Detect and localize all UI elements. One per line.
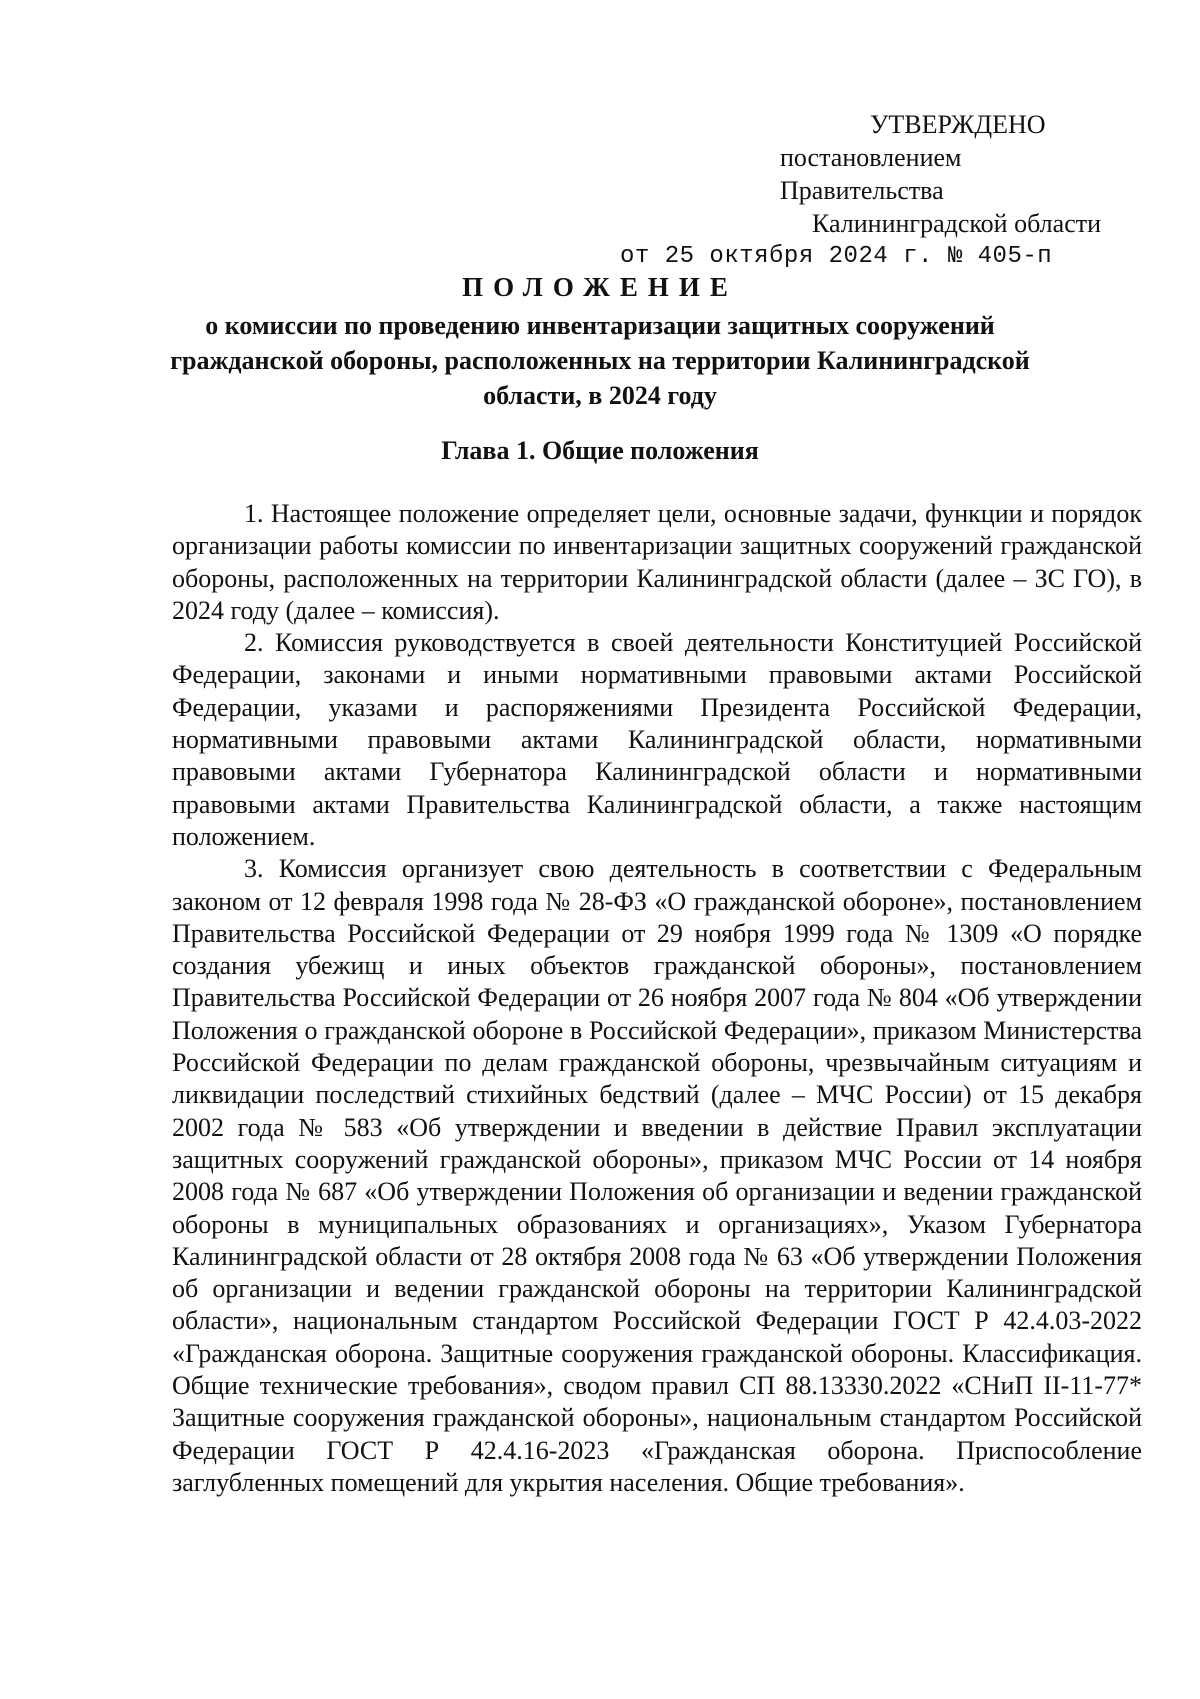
paragraph-1: 1. Настоящее положение определяет цели, основные задачи, функции и порядок организации работы комиссии по инвентаризации защитных сооружений гражданской обороны, расположенных на территории Калининградской области (далее – ЗС ГО), в 2024 году (далее – комиссия). [172, 499, 1142, 625]
paragraph-3: 3. Комиссия организует свою деятельность в соответствии с Федеральным законом от 12 февраля 1998 года № 28-ФЗ «О гражданской обороне», постановлением Правительства Российской Федерации от 29 ноября 1999 года № 1309 «О порядке создания убежищ и иных объектов гражданской обороны», постановлением Правительства Российской Федерации от 26 ноября 2007 года № 804 «Об утверждении Положения о гражданской обороне в Российской Федерации», приказом Министерства Российской Федерации по делам гражданской обороны, чрезвычайным ситуациям и ликвидации последствий стихийных бедствий (далее – МЧС России) от 15 декабря 2002 года № 583 «Об утверждении и введении в действие Правил эксплуатации защитных сооружений гражданской обороны», приказом МЧС России от 14 ноября 2008 года № 687 «Об утверждении Положения об организации и ведении гражданской обороны в муниципальных образованиях и организациях», Указом Губернатора Калининградской области от 28 октября 2008 года № 63 «Об утверждении Положения об организации и ведении гражданской обороны на территории Калининградской области», национальным стандартом Российской Федерации ГОСТ Р 42.4.03-2022 «Гражданская оборона. Защитные сооружения гражданской обороны. Классификация. Общие технические требования», сводом правил СП 88.13330.2022 «СНиП II-11-77* Защитные сооружения гражданской обороны», национальным стандартом Российской Федерации ГОСТ Р 42.4.16-2023 «Гражданская оборона. Приспособление заглубленных помещений для укрытия населения. Общие требования». [172, 854, 1142, 1497]
document-subtitle: о комиссии по проведению инвентаризации защитных сооружений гражданской обороны, расположенных на территории Калининградской области, в 2024 году [170, 311, 1030, 410]
approval-title: УТВЕРЖДЕНО [870, 110, 1046, 139]
approval-stamp [620, 108, 1110, 273]
chapter-title: Глава 1. Общие положения [441, 436, 759, 465]
approval-date-line: от 25 октября 2024 г. № 405-п [620, 243, 1053, 270]
document-body [172, 498, 1142, 1499]
approval-line-1: постановлением Правительства [780, 143, 962, 205]
document-title: ПОЛОЖЕНИЕ [462, 272, 738, 302]
paragraph-2: 2. Комиссия руководствуется в своей деятельности Конституцией Российской Федерации, законами и иными нормативными правовыми актами Российской Федерации, указами и распоряжениями Президента Российской Федерации, нормативными правовыми актами Калининградской области, нормативными правовыми актами Губернатора Калининградской области и нормативными правовыми актами Правительства Калининградской области, а также настоящим положением. [172, 628, 1142, 851]
approval-line-2: Калининградской области [812, 209, 1102, 238]
